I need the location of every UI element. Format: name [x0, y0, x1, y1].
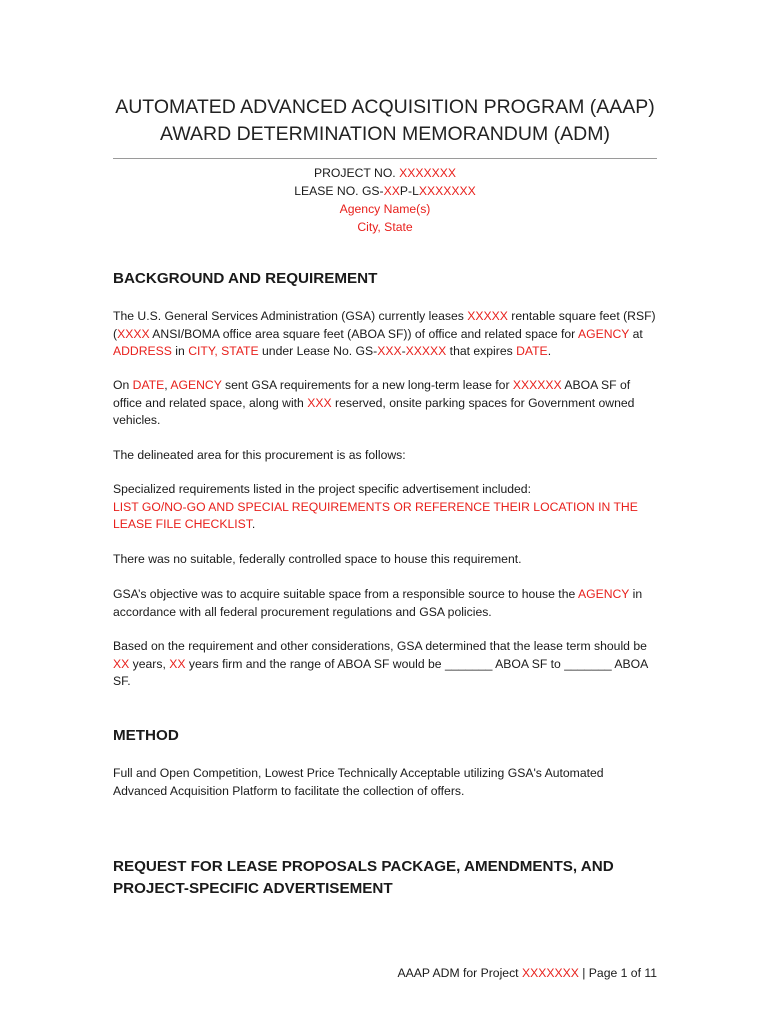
background-paragraph-7: Based on the requirement and other considerations, GSA determined that the lease term should be XX years, XX years firm and the range of ABOA SF would be _______ ABOA SF to _______ ABOA SF.: [113, 639, 648, 688]
title-line-1: AUTOMATED ADVANCED ACQUISITION PROGRAM (AAAP): [115, 96, 655, 118]
rlp-heading: REQUEST FOR LEASE PROPOSALS PACKAGE, AMENDMENTS, AND PROJECT-SPECIFIC ADVERTISEMENT: [113, 858, 614, 897]
background-paragraph-2: On DATE, AGENCY sent GSA requirements for a new long-term lease for XXXXXX ABOA SF of office and related space, along with XXX reserved, onsite parking spaces for Government owned vehicles.: [113, 378, 635, 427]
method-heading: METHOD: [113, 727, 179, 744]
page-footer: AAAP ADM for Project XXXXXXX | Page 1 of 11: [397, 966, 657, 980]
background-heading: BACKGROUND AND REQUIREMENT: [113, 270, 378, 287]
background-paragraph-1: The U.S. General Services Administration (GSA) currently leases XXXXX rentable square feet (RSF) (XXXX ANSI/BOMA office area square feet (ABOA SF)) of office and related space for AGENCY at ADDRESS in CITY, STATE under Lease No. GS-XXX-XXXXX that expires DATE.: [113, 309, 656, 358]
background-paragraph-5: There was no suitable, federally controlled space to house this requirement.: [113, 552, 522, 566]
background-paragraph-4: Specialized requirements listed in the project specific advertisement included: LIST GO/NO-GO AND SPECIAL REQUIREMENTS OR REFERENCE THEIR LOCATION IN THE LEASE FILE CHECKLIST.: [113, 482, 638, 531]
agency-name-placeholder: Agency Name(s): [339, 202, 431, 216]
title-divider: [113, 158, 657, 159]
city-state-placeholder: City, State: [357, 220, 413, 234]
background-paragraph-6: GSA’s objective was to acquire suitable space from a responsible source to house the AGENCY in accordance with all federal procurement regulations and GSA policies.: [113, 587, 643, 619]
method-paragraph: Full and Open Competition, Lowest Price Technically Acceptable utilizing GSA's Automated Advanced Acquisition Platform to facilitate the collection of offers.: [113, 766, 604, 798]
lease-number-line: LEASE NO. GS-XXP-LXXXXXXX: [294, 184, 476, 198]
background-paragraph-3: The delineated area for this procurement is as follows:: [113, 448, 406, 462]
title-line-2: AWARD DETERMINATION MEMORANDUM (ADM): [160, 123, 610, 145]
project-number-line: PROJECT NO. XXXXXXX: [313, 166, 456, 180]
document-title: [113, 94, 657, 148]
project-info: [113, 164, 657, 236]
project-number-placeholder: XXXXXXX: [399, 166, 456, 180]
